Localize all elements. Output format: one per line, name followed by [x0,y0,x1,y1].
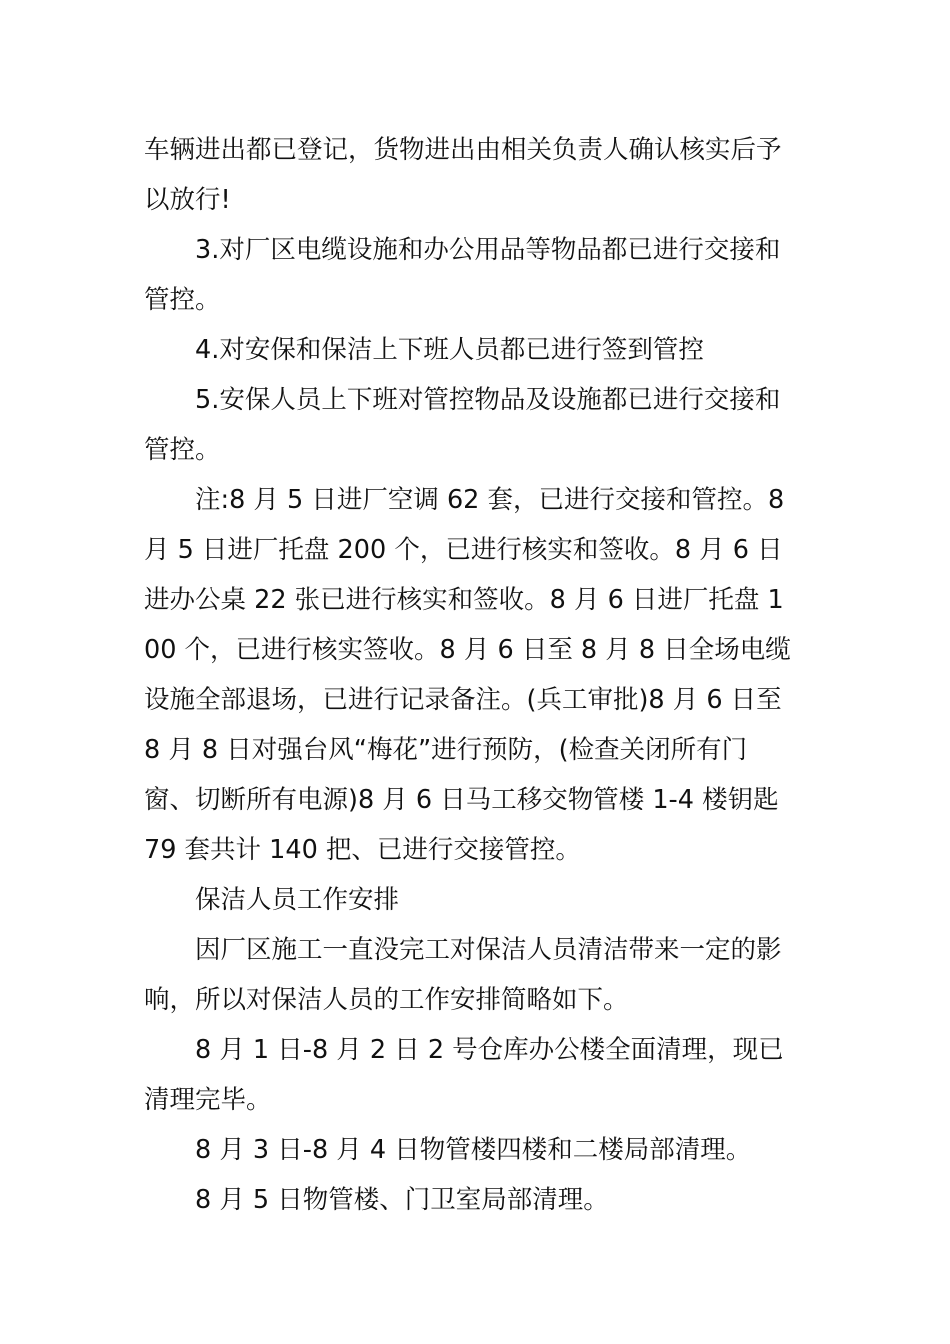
paragraph-aug-3-4: 8 月 3 日-8 月 4 日物管楼四楼和二楼局部清理。 [195,1135,752,1165]
section-heading-cleaning-schedule: 保洁人员工作安排 [195,885,400,915]
paragraph-aug-5: 8 月 5 日物管楼、门卫室局部清理。 [195,1185,609,1215]
paragraph-note: 注:8 月 5 日进厂空调 62 套，已进行交接和管控。8 月 5 日进厂托盘 200 个，已进行核实和签收。8 月 6 日进办公桌 22 张已进行核实和签收。8 月 6 日进厂托盘 100 个，已进行核实签收。8 月 6 日至 8 月 8 日全场电缆设施全部退场，已进行记录备注。(兵工审批)8 月 6 日至 8 月 8 日对强台风“梅花”进行预防，(检查关闭所有门窗、切断所有电源)8 月 6 日马工移交物管楼 1-4 楼钥匙 79 套共计 140 把、已进行交接管控。 [144,485,791,865]
paragraph-aug-1-2: 8 月 1 日-8 月 2 日 2 号仓库办公楼全面清理，现已清理完毕。 [144,1035,784,1115]
document-body [144,125,794,1225]
paragraph-item-5: 5.安保人员上下班对管控物品及设施都已进行交接和管控。 [144,385,781,465]
paragraph-vehicle-registration: 车辆进出都已登记，货物进出由相关负责人确认核实后予以放行! [144,135,782,215]
paragraph-cleaning-intro: 因厂区施工一直没完工对保洁人员清洁带来一定的影响，所以对保洁人员的工作安排简略如下。 [144,935,782,1015]
paragraph-item-3: 3.对厂区电缆设施和办公用品等物品都已进行交接和管控。 [144,235,781,315]
paragraph-item-4: 4.对安保和保洁上下班人员都已进行签到管控 [195,335,704,365]
